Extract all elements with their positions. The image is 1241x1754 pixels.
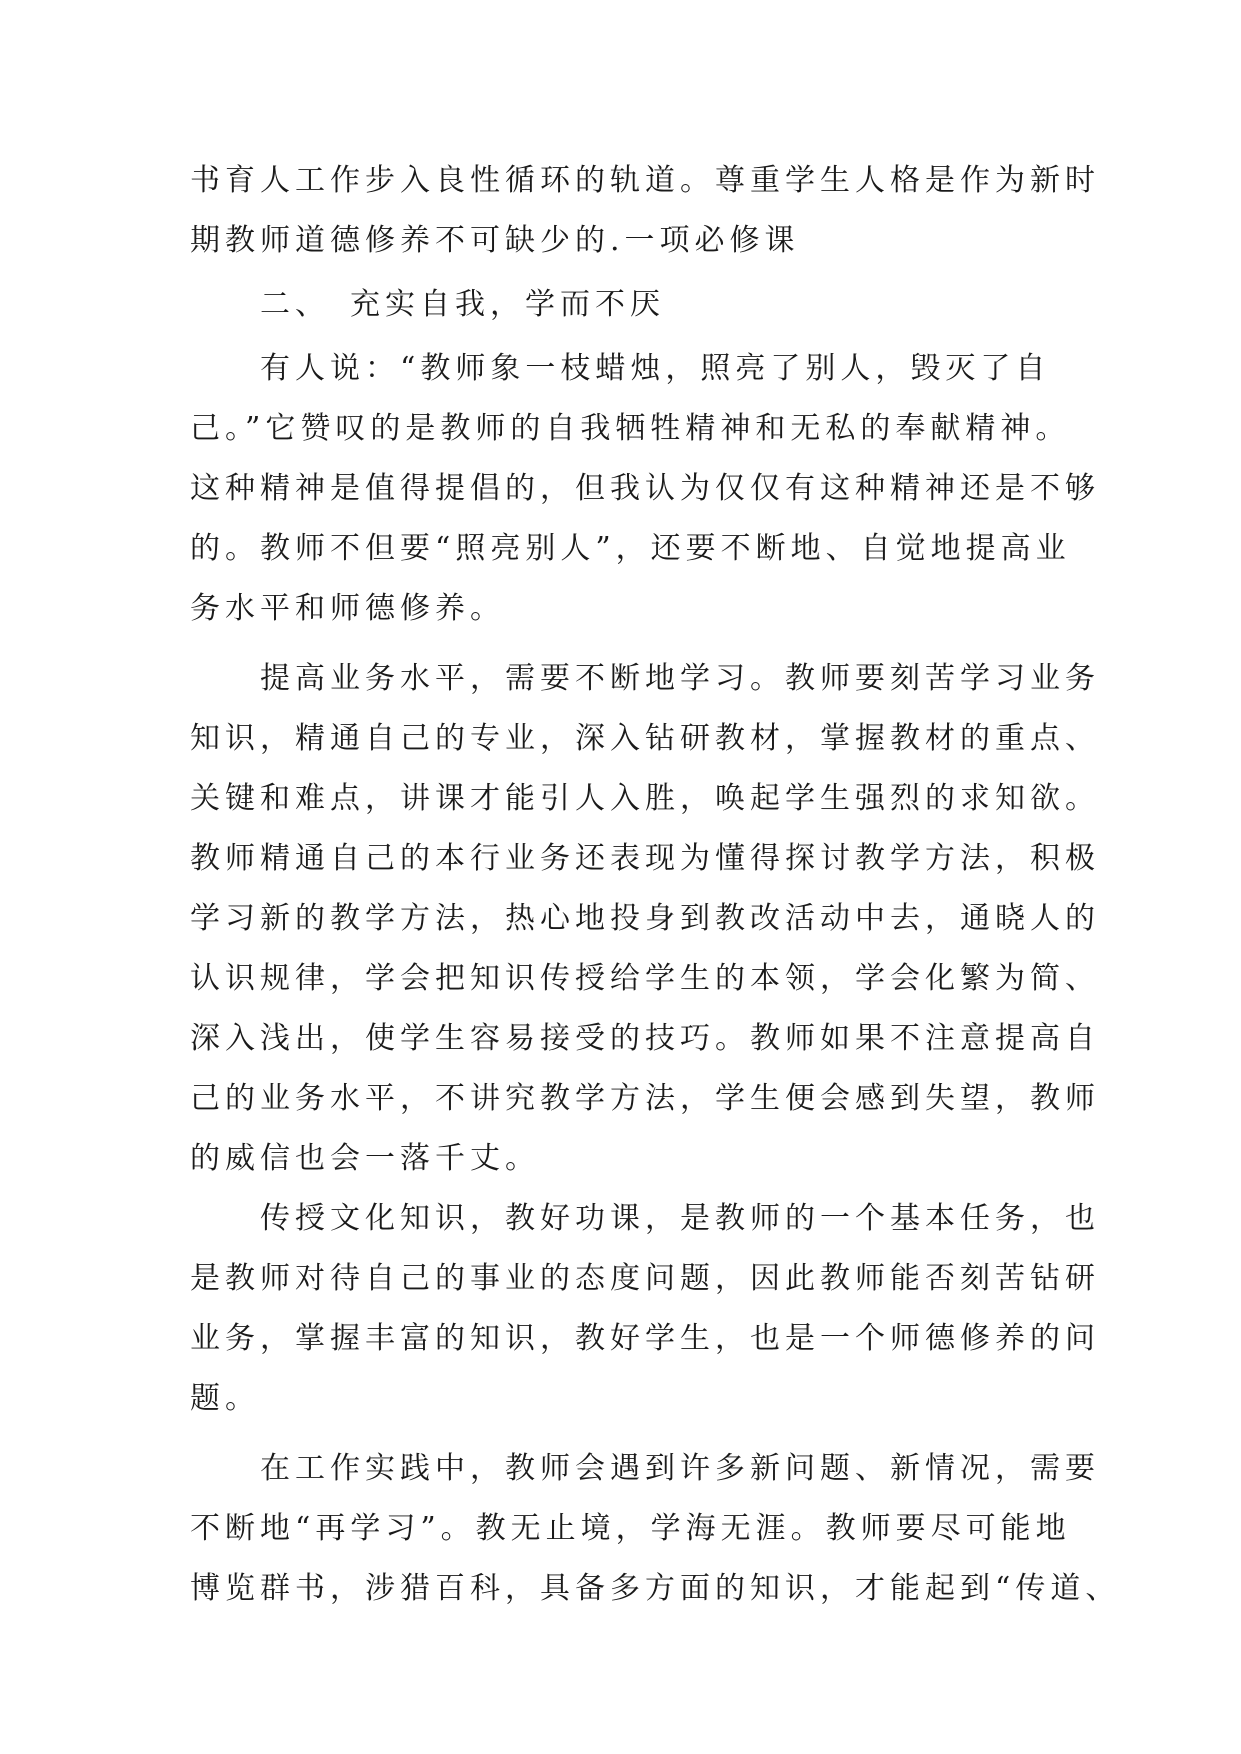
text-line: 教师精通自己的本行业务还表现为懂得探讨教学方法，积极	[190, 841, 1100, 876]
text-line: 不断地“再学习”。教无止境，学海无涯。教师要尽可能地	[190, 1511, 1071, 1546]
text-line: 认识规律，学会把知识传授给学生的本领，学会化繁为简、	[190, 961, 1100, 996]
text-line: 关键和难点，讲课才能引人入胜，唤起学生强烈的求知欲。	[190, 781, 1100, 816]
document-body	[190, 151, 1121, 1619]
text-line: 己的业务水平，不讲究教学方法，学生便会感到失望，教师	[190, 1081, 1100, 1116]
text-line: 书育人工作步入良性循环的轨道。尊重学生人格是作为新时	[190, 163, 1100, 198]
text-line: 传授文化知识，教好功课，是教师的一个基本任务，也	[190, 1201, 1100, 1236]
text-line: 学习新的教学方法，热心地投身到教改活动中去，通晓人的	[190, 901, 1100, 936]
text-line: 业务，掌握丰富的知识，教好学生，也是一个师德修养的问	[190, 1321, 1100, 1356]
text-line: 知识，精通自己的专业，深入钻研教材，掌握教材的重点、	[190, 721, 1100, 756]
text-line: 提高业务水平，需要不断地学习。教师要刻苦学习业务	[190, 661, 1100, 696]
text-line: 博览群书，涉猎百科，具备多方面的知识，才能起到“传道、	[190, 1571, 1121, 1606]
text-line: 的威信也会一落千丈。	[190, 1141, 540, 1176]
text-line: 深入浅出，使学生容易接受的技巧。教师如果不注意提高自	[190, 1021, 1100, 1056]
text-line: 期教师道德修养不可缺少的.一项必修课	[190, 223, 800, 258]
text-line: 务水平和师德修养。	[190, 591, 505, 626]
text-line: 己。”它赞叹的是教师的自我牺牲精神和无私的奉献精神。	[190, 411, 1071, 446]
text-line: 有人说：“教师象一枝蜡烛，照亮了别人，毁灭了自	[190, 351, 1051, 386]
text-line: 的。教师不但要“照亮别人”，还要不断地、自觉地提高业	[190, 531, 1071, 566]
text-line: 题。	[190, 1381, 260, 1416]
text-line: 在工作实践中，教师会遇到许多新问题、新情况，需要	[190, 1451, 1100, 1486]
text-line: 是教师对待自己的事业的态度问题，因此教师能否刻苦钻研	[190, 1261, 1100, 1296]
section-heading: 二、 充实自我，学而不厌	[190, 287, 665, 322]
text-line: 这种精神是值得提倡的，但我认为仅仅有这种精神还是不够	[190, 471, 1100, 506]
